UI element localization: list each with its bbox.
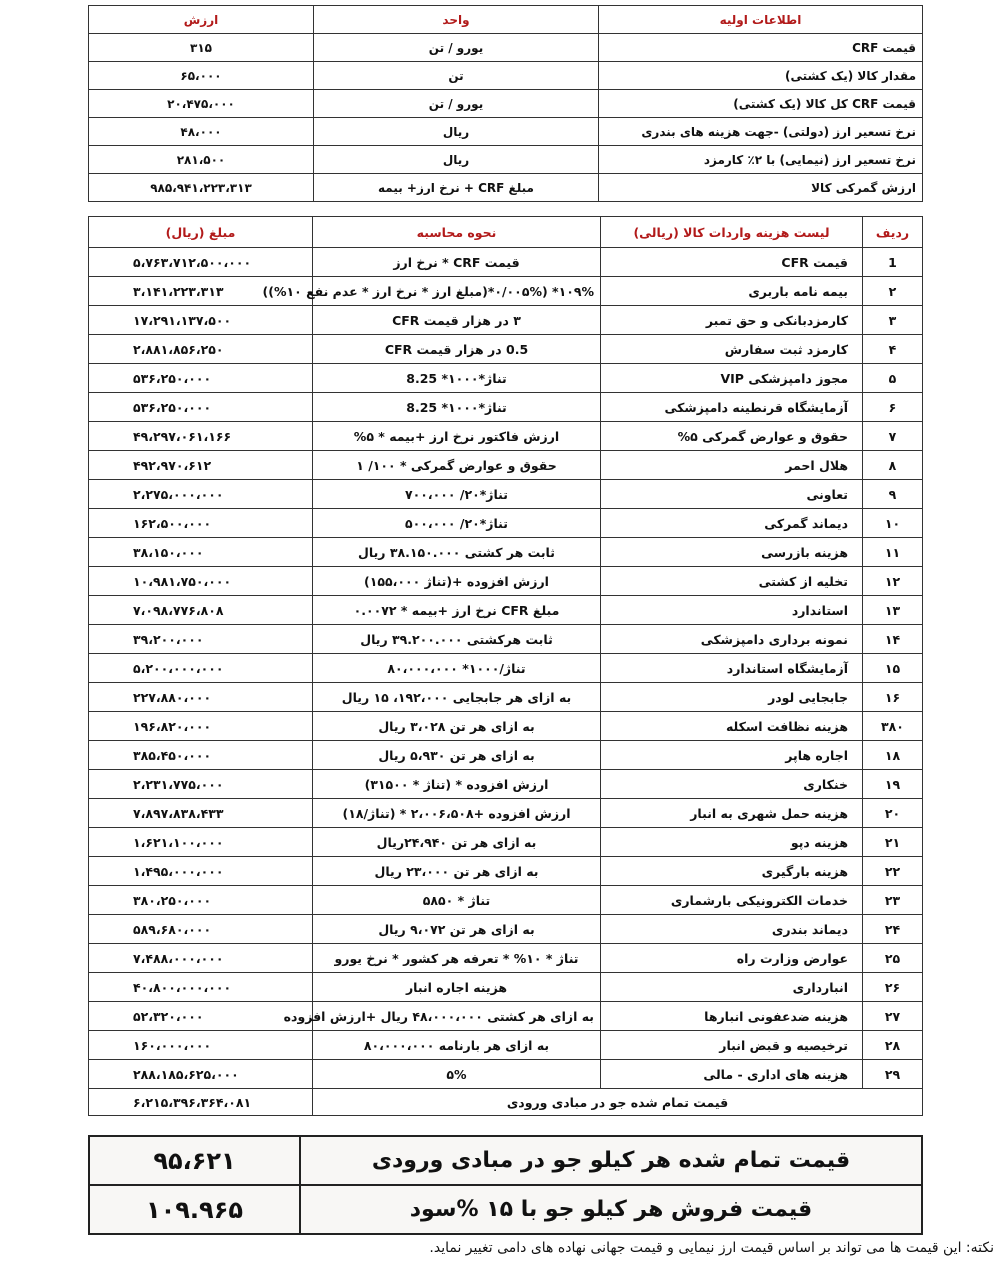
cost-item: ترخیصیه و قبض انبار (601, 1031, 863, 1060)
cost-item: انبارداری (601, 973, 863, 1002)
row-number: ۴ (863, 335, 923, 364)
cost-amount: ۲۸۸،۱۸۵،۶۲۵،۰۰۰ (89, 1060, 313, 1089)
row-number: ۹ (863, 480, 923, 509)
calc-method: هزینه اجاره انبار (313, 973, 601, 1002)
table-row (89, 973, 923, 1002)
info-row (89, 118, 923, 146)
table-row (89, 683, 923, 712)
table-row (89, 654, 923, 683)
info-label: مقدار کالا (یک کشتی) (599, 62, 923, 90)
row-number: 1 (863, 248, 923, 277)
cost-item: هزینه حمل شهری به انبار (601, 799, 863, 828)
cost-amount: ۵،۷۶۳،۷۱۲،۵۰۰،۰۰۰ (89, 248, 313, 277)
total-amount: ۶،۲۱۵،۳۹۶،۳۶۴،۰۸۱ (89, 1089, 313, 1116)
cost-amount: ۲،۲۷۵،۰۰۰،۰۰۰ (89, 480, 313, 509)
info-header-unit: واحد (314, 6, 599, 34)
calc-method: ارزش افزوده +۲،۰۰۶،۵۰۸ * (تناژ/۱۸) (313, 799, 601, 828)
cost-item: عوارض وزارت راه (601, 944, 863, 973)
cost-item: هزینه بارگیری (601, 857, 863, 886)
row-number: ۲۸ (863, 1031, 923, 1060)
calc-method: ۱۰۹%* (۰/۰۰۵%*(مبلغ ارز * نرخ ارز * عدم نفع ۱۰%)) (313, 277, 601, 306)
table-row (89, 451, 923, 480)
cost-amount: ۱۶۲،۵۰۰،۰۰۰ (89, 509, 313, 538)
cost-header-item: لیست هزینه واردات کالا (ریالی) (601, 217, 863, 248)
cost-item: هلال احمر (601, 451, 863, 480)
cost-amount: ۳۸۰،۲۵۰،۰۰۰ (89, 886, 313, 915)
row-number: ۵ (863, 364, 923, 393)
info-label: قیمت CRF (599, 34, 923, 62)
table-row (89, 1002, 923, 1031)
cost-item: هزینه دپو (601, 828, 863, 857)
info-value: ۲۸۱،۵۰۰ (89, 146, 314, 174)
table-row (89, 625, 923, 654)
calc-method: تناژ/۱۰۰۰* ۸۰،۰۰۰،۰۰۰ (313, 654, 601, 683)
calc-method: به ازای هر جابجایی ۱۹۲،۰۰۰، ۱۵ ریال (313, 683, 601, 712)
row-number: ۳ (863, 306, 923, 335)
row-number: ۲ (863, 277, 923, 306)
calc-method: تناژ * ۵۸۵۰ (313, 886, 601, 915)
info-unit: ریال (314, 146, 599, 174)
cost-amount: ۴۹۲،۹۷۰،۶۱۲ (89, 451, 313, 480)
row-number: ۲۰ (863, 799, 923, 828)
calc-method: به ازای هر تن ۹،۰۷۲ ریال (313, 915, 601, 944)
row-number: ۳۸۰ (863, 712, 923, 741)
info-unit: ریال (314, 118, 599, 146)
table-row (89, 828, 923, 857)
cost-item: حقوق و عوارض گمرکی ۵% (601, 422, 863, 451)
cost-item: آزمایشگاه قرنطینه دامپزشکی (601, 393, 863, 422)
calc-method: ۳ در هزار قیمت CFR (313, 306, 601, 335)
cost-amount: ۳۸۵،۴۵۰،۰۰۰ (89, 741, 313, 770)
cost-item: نمونه برداری دامپزشکی (601, 625, 863, 654)
table-row (89, 538, 923, 567)
row-number: ۸ (863, 451, 923, 480)
cost-amount: ۲،۲۳۱،۷۷۵،۰۰۰ (89, 770, 313, 799)
row-number: ۲۶ (863, 973, 923, 1002)
cost-amount: ۱،۴۹۵،۰۰۰،۰۰۰ (89, 857, 313, 886)
table-row (89, 567, 923, 596)
row-number: ۲۱ (863, 828, 923, 857)
cost-amount: ۳،۱۴۱،۲۲۳،۳۱۳ (89, 277, 313, 306)
cost-item: بیمه نامه باربری (601, 277, 863, 306)
cost-item: دیماند بندری (601, 915, 863, 944)
calc-method: به ازای هر تن ۳،۰۲۸ ریال (313, 712, 601, 741)
calc-method: 0.5 در هزار قیمت CFR (313, 335, 601, 364)
summary-sale-value: ۱۰۹.۹۶۵ (89, 1185, 300, 1234)
row-number: ۲۴ (863, 915, 923, 944)
summary-sale-label: قیمت فروش هر کیلو جو با ۱۵ %سود (300, 1185, 922, 1234)
info-unit: مبلغ CRF + نرخ ارز+ بیمه (314, 174, 599, 202)
cost-amount: ۳۸،۱۵۰،۰۰۰ (89, 538, 313, 567)
table-row (89, 364, 923, 393)
row-number: ۲۳ (863, 886, 923, 915)
cost-item: خدمات الکترونیکی بارشماری (601, 886, 863, 915)
cost-item: دیماند گمرکی (601, 509, 863, 538)
calc-method: ثابت هرکشتی ۳۹.۲۰۰.۰۰۰ ریال (313, 625, 601, 654)
cost-amount: ۱،۶۲۱،۱۰۰،۰۰۰ (89, 828, 313, 857)
info-row (89, 174, 923, 202)
info-row (89, 34, 923, 62)
cost-item: کارمزدبانکی و حق تمبر (601, 306, 863, 335)
row-number: ۱۸ (863, 741, 923, 770)
cost-amount: ۵۳۶،۲۵۰،۰۰۰ (89, 393, 313, 422)
cost-amount: ۵،۲۰۰،۰۰۰،۰۰۰ (89, 654, 313, 683)
cost-item: هزینه نظافت اسکله (601, 712, 863, 741)
total-label: قیمت تمام شده جو در مبادی ورودی (313, 1089, 923, 1116)
info-row (89, 146, 923, 174)
info-unit: تن (314, 62, 599, 90)
table-row (89, 944, 923, 973)
total-row (89, 1089, 923, 1116)
cost-item: خنکاری (601, 770, 863, 799)
calc-method: ارزش افزوده * (تناژ * ۳۱۵۰۰) (313, 770, 601, 799)
cost-item: هزینه بازرسی (601, 538, 863, 567)
info-header-row (89, 6, 923, 34)
cost-item: اجاره هاپر (601, 741, 863, 770)
row-number: ۷ (863, 422, 923, 451)
calc-method: تناژ * ۱۰% * تعرفه هر کشور * نرخ یورو (313, 944, 601, 973)
table-row (89, 277, 923, 306)
cost-item: تخلیه از کشتی (601, 567, 863, 596)
calc-method: به ازای هر تن ۵،۹۳۰ ریال (313, 741, 601, 770)
calc-method: به ازای هر کشتی ۴۸،۰۰۰،۰۰۰ ریال +ارزش افزوده (313, 1002, 601, 1031)
row-number: ۱۵ (863, 654, 923, 683)
cost-item: تعاونی (601, 480, 863, 509)
summary-cost-value: ۹۵،۶۲۱ (89, 1136, 300, 1185)
table-row (89, 393, 923, 422)
calc-method: ارزش افزوده +(تناژ ۱۵۵،۰۰۰) (313, 567, 601, 596)
cost-item: هزینه های اداری - مالی (601, 1060, 863, 1089)
summary-box (88, 1135, 923, 1235)
calc-method: تناژ*۲۰/ ۷۰۰،۰۰۰ (313, 480, 601, 509)
info-header-value: ارزش (89, 6, 314, 34)
row-number: ۱۴ (863, 625, 923, 654)
summary-row-cost (89, 1136, 922, 1185)
row-number: ۶ (863, 393, 923, 422)
row-number: ۱۶ (863, 683, 923, 712)
cost-item: استاندارد (601, 596, 863, 625)
calc-method: ثابت هر کشتی ۳۸.۱۵۰.۰۰۰ ریال (313, 538, 601, 567)
table-row (89, 248, 923, 277)
cost-item: هزینه ضدعفونی انبارها (601, 1002, 863, 1031)
table-row (89, 915, 923, 944)
cost-amount: ۷،۴۸۸،۰۰۰،۰۰۰ (89, 944, 313, 973)
calc-method: به ازای هر تن ۲۳،۰۰۰ ریال (313, 857, 601, 886)
calc-method: به ازای هر بارنامه ۸۰،۰۰۰،۰۰۰ (313, 1031, 601, 1060)
table-row (89, 306, 923, 335)
info-body (89, 34, 923, 202)
calc-method: به ازای هر تن ۲۴،۹۴۰ریال (313, 828, 601, 857)
footnote: نکته: این قیمت ها می تواند بر اساس قیمت ارز نیمایی و قیمت جهانی نهاده های دامی تغییر نماید. (429, 1240, 994, 1256)
calc-method: تناژ*۱۰۰۰* 8.25 (313, 364, 601, 393)
cost-amount: ۷،۰۹۸،۷۷۶،۸۰۸ (89, 596, 313, 625)
info-label: قیمت CRF کل کالا (یک کشتی) (599, 90, 923, 118)
info-label: نرخ تسعیر ارز (دولتی) -جهت هزینه های بندری (599, 118, 923, 146)
calc-method: ارزش فاکتور نرخ ارز +بیمه * ۵% (313, 422, 601, 451)
row-number: ۲۵ (863, 944, 923, 973)
cost-amount: ۷،۸۹۷،۸۳۸،۴۳۳ (89, 799, 313, 828)
table-row (89, 509, 923, 538)
table-row (89, 799, 923, 828)
cost-amount: ۲۲۷،۸۸۰،۰۰۰ (89, 683, 313, 712)
table-row (89, 886, 923, 915)
calc-method: ۵% (313, 1060, 601, 1089)
cost-amount: ۴۹،۲۹۷،۰۶۱،۱۶۶ (89, 422, 313, 451)
cost-item: آزمایشگاه استاندارد (601, 654, 863, 683)
info-value: ۳۱۵ (89, 34, 314, 62)
info-label: نرخ تسعیر ارز (نیمایی) با ۲٪ کارمزد (599, 146, 923, 174)
table-row (89, 741, 923, 770)
info-unit: یورو / تن (314, 90, 599, 118)
import-cost-table (88, 216, 923, 1116)
cost-amount: ۲،۸۸۱،۸۵۶،۲۵۰ (89, 335, 313, 364)
cost-header-row (89, 217, 923, 248)
info-value: ۲۰،۴۷۵،۰۰۰ (89, 90, 314, 118)
row-number: ۱۳ (863, 596, 923, 625)
info-unit: یورو / تن (314, 34, 599, 62)
cost-amount: ۱۹۶،۸۲۰،۰۰۰ (89, 712, 313, 741)
calc-method: حقوق و عوارض گمرکی * ۱۰۰/ ۱ (313, 451, 601, 480)
table-row (89, 1060, 923, 1089)
row-number: ۱۹ (863, 770, 923, 799)
info-value: ۹۸۵،۹۴۱،۲۲۳،۳۱۳ (89, 174, 314, 202)
table-row (89, 422, 923, 451)
cost-body (89, 248, 923, 1089)
table-row (89, 480, 923, 509)
cost-header-num: ردیف (863, 217, 923, 248)
row-number: ۲۷ (863, 1002, 923, 1031)
cost-amount: ۳۹،۲۰۰،۰۰۰ (89, 625, 313, 654)
row-number: ۱۲ (863, 567, 923, 596)
row-number: ۲۹ (863, 1060, 923, 1089)
cost-amount: ۱۶۰،۰۰۰،۰۰۰ (89, 1031, 313, 1060)
cost-item: مجوز دامپزشکی VIP (601, 364, 863, 393)
cost-amount: ۴۰،۸۰۰،۰۰۰،۰۰۰ (89, 973, 313, 1002)
calc-method: قیمت CRF * نرخ ارز (313, 248, 601, 277)
table-row (89, 857, 923, 886)
calc-method: تناژ*۱۰۰۰* 8.25 (313, 393, 601, 422)
row-number: ۱۱ (863, 538, 923, 567)
info-row (89, 90, 923, 118)
row-number: ۱۰ (863, 509, 923, 538)
cost-item: قیمت CFR (601, 248, 863, 277)
table-row (89, 596, 923, 625)
table-row (89, 770, 923, 799)
summary-row-sale (89, 1185, 922, 1234)
cost-amount: ۵۳۶،۲۵۰،۰۰۰ (89, 364, 313, 393)
basic-info-table (88, 5, 923, 202)
info-header-label: اطلاعات اولیه (599, 6, 923, 34)
summary-cost-label: قیمت تمام شده هر کیلو جو در مبادی ورودی (300, 1136, 922, 1185)
cost-amount: ۱۷،۲۹۱،۱۳۷،۵۰۰ (89, 306, 313, 335)
cost-amount: ۵۸۹،۶۸۰،۰۰۰ (89, 915, 313, 944)
cost-item: جابجایی لودر (601, 683, 863, 712)
cost-item: کارمزد ثبت سفارش (601, 335, 863, 364)
row-number: ۲۲ (863, 857, 923, 886)
cost-header-amount: مبلغ (ریال) (89, 217, 313, 248)
cost-header-calc: نحوه محاسبه (313, 217, 601, 248)
cost-amount: ۵۲،۳۲۰،۰۰۰ (89, 1002, 313, 1031)
info-row (89, 62, 923, 90)
table-row (89, 335, 923, 364)
info-label: ارزش گمرکی کالا (599, 174, 923, 202)
table-row (89, 1031, 923, 1060)
table-row (89, 712, 923, 741)
cost-amount: ۱۰،۹۸۱،۷۵۰،۰۰۰ (89, 567, 313, 596)
info-value: ۶۵،۰۰۰ (89, 62, 314, 90)
info-value: ۴۸،۰۰۰ (89, 118, 314, 146)
calc-method: مبلغ CFR نرخ ارز +بیمه * ۰.۰۰۷۲ (313, 596, 601, 625)
calc-method: تناژ*۲۰/ ۵۰۰،۰۰۰ (313, 509, 601, 538)
